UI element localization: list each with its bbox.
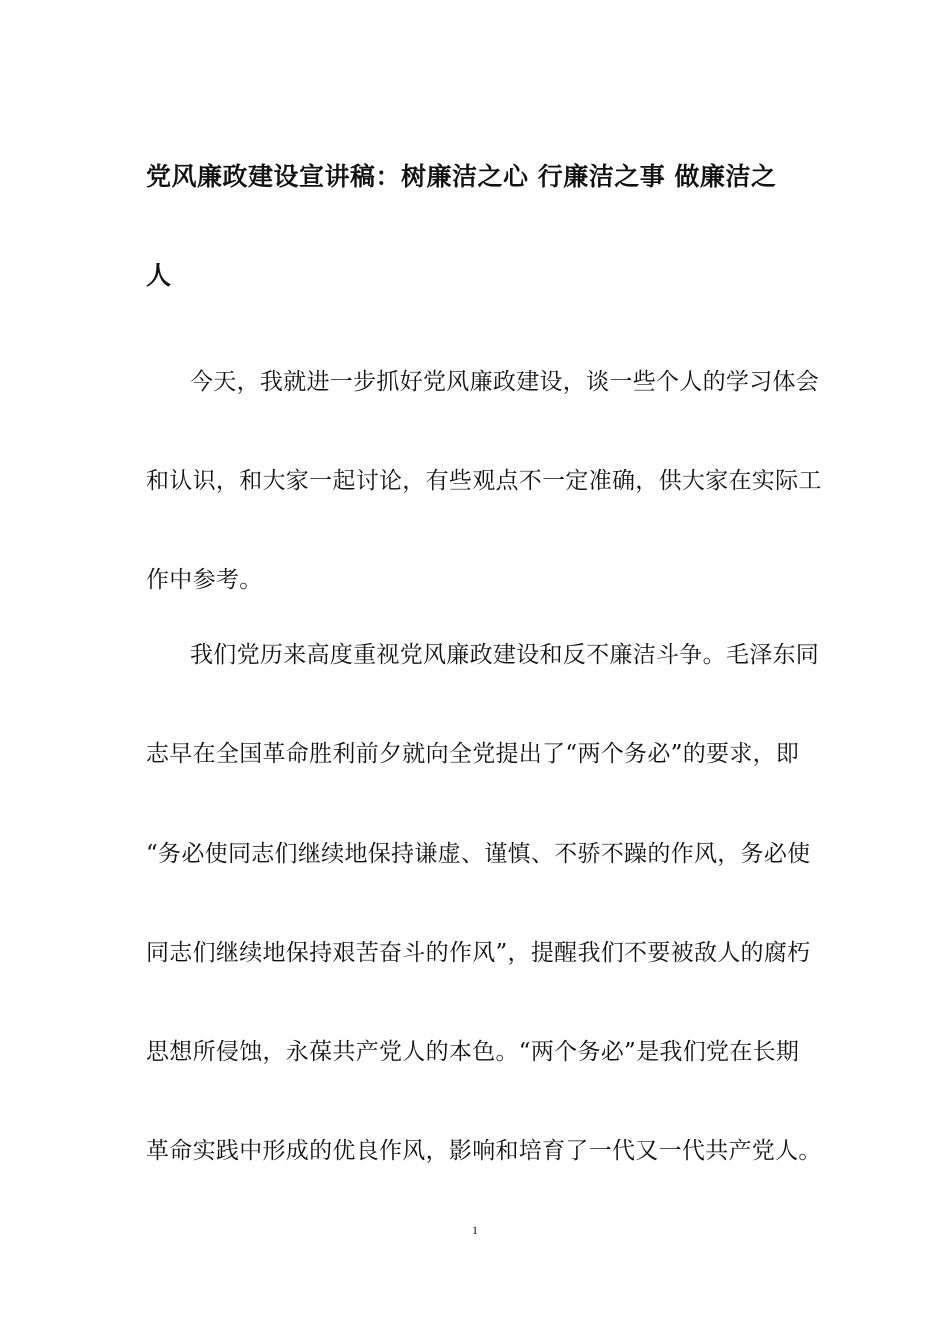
- paragraph-2-line-5: 思想所侵蚀，永葆共产党人的本色。“两个务必”是我们党在长期: [146, 1039, 800, 1065]
- paragraph-2-line-3: “务必使同志们继续地保持谦虚、谨慎、不骄不躁的作风，务必使: [146, 841, 811, 867]
- page-number: 1: [472, 1223, 478, 1237]
- paragraph-1-line-3: 作中参考。: [146, 567, 263, 593]
- paragraph-1-line-1: 今天，我就进一步抓好党风廉政建设，谈一些个人的学习体会: [190, 369, 820, 395]
- paragraph-2-line-2: 志早在全国革命胜利前夕就向全党提出了“两个务必”的要求，即: [146, 741, 800, 767]
- paragraph-2-line-1: 我们党历来高度重视党风廉政建设和反不廉洁斗争。毛泽东同: [190, 642, 820, 668]
- paragraph-2-line-6: 革命实践中形成的优良作风，影响和培育了一代又一代共产党人。: [146, 1138, 822, 1164]
- document-title-line-1: 党风廉政建设宣讲稿：树廉洁之心 行廉洁之事 做廉洁之: [146, 162, 777, 191]
- document-title-line-2: 人: [146, 261, 172, 290]
- paragraph-1-line-2: 和认识，和大家一起讨论，有些观点不一定准确，供大家在实际工: [146, 468, 822, 494]
- paragraph-2-line-4: 同志们继续地保持艰苦奋斗的作风”，提醒我们不要被敌人的腐朽: [146, 940, 811, 966]
